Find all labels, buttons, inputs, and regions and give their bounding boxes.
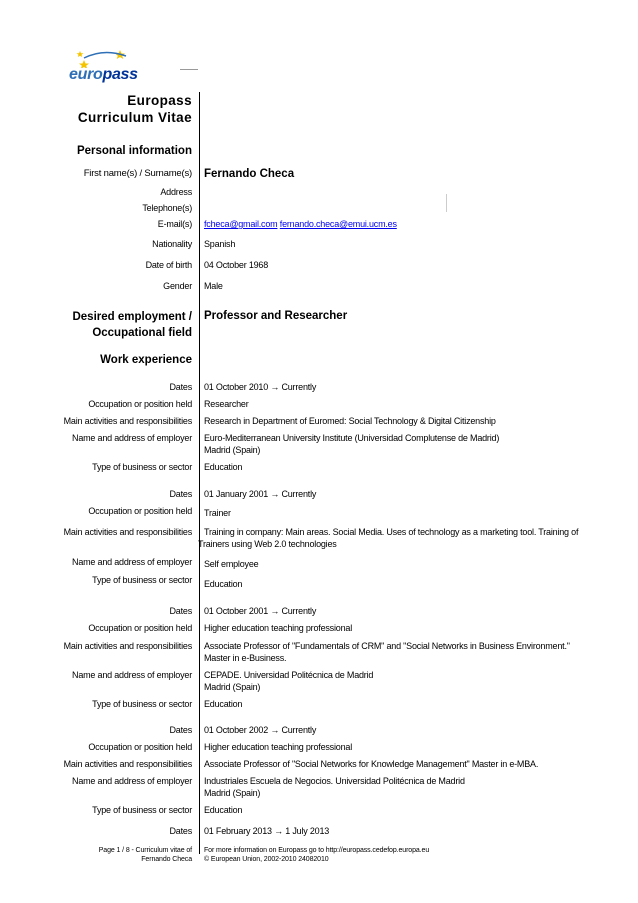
europass-logo — [66, 52, 146, 92]
occupation-label: Occupation or position held — [88, 623, 192, 633]
row-divider — [446, 194, 447, 212]
activities-label: Main activities and responsibilities — [63, 641, 192, 651]
business-label: Type of business or sector — [92, 699, 192, 709]
header-divider — [180, 69, 198, 70]
occupation-value: Higher education teaching professional — [204, 742, 353, 752]
activities-value: Research in Department of Euromed: Social Technology & Digital Citizenship — [204, 416, 496, 426]
telephone-label: Telephone(s) — [142, 203, 192, 213]
employer-label: Name and address of employer — [72, 557, 192, 567]
email-link-1[interactable]: fcheca@gmail.com — [204, 219, 278, 229]
name-label: First name(s) / Surname(s) — [83, 168, 192, 179]
employer-label: Name and address of employer — [72, 433, 192, 443]
business-label: Type of business or sector — [92, 805, 192, 815]
occupation-value: Researcher — [204, 399, 249, 409]
business-value: Education — [204, 462, 243, 472]
occupation-label: Occupation or position held — [88, 742, 192, 752]
email-value — [204, 218, 397, 230]
activities-value-line2: Trainers using Web 2.0 technologies — [198, 539, 337, 549]
activities-value: Associate Professor of "Social Networks for Knowledge Management" Master in e-MBA. — [204, 759, 539, 769]
dates-label: Dates — [169, 606, 192, 616]
section-work-experience: Work experience — [100, 354, 192, 366]
business-value: Education — [204, 805, 243, 815]
nationality-label: Nationality — [152, 239, 192, 249]
employer-label: Name and address of employer — [72, 670, 192, 680]
footer-info: For more information on Europass go to http://europass.cedefop.europa.eu © European Union, 2002-2010 24082010 — [204, 847, 430, 863]
gender-value: Male — [204, 281, 223, 291]
nationality-value: Spanish — [204, 239, 236, 249]
stars-icon — [74, 46, 136, 68]
dates-label: Dates — [169, 382, 192, 392]
employer-label: Name and address of employer — [72, 776, 192, 786]
occupation-value: Trainer — [204, 508, 231, 518]
address-label: Address — [160, 187, 192, 197]
business-value: Education — [204, 579, 243, 589]
activities-value-line1: Training in company: Main areas. Social Media. Uses of technology as a marketing tool. Training of — [204, 527, 579, 537]
dates-label: Dates — [169, 826, 192, 836]
activities-label: Main activities and responsibilities — [63, 527, 192, 537]
dates-label: Dates — [169, 725, 192, 735]
activities-label: Main activities and responsibilities — [63, 416, 192, 426]
desired-employment-label: Desired employment / Occupational field — [72, 311, 192, 339]
email-link-2[interactable]: fernando.checa@emui.ucm.es — [279, 219, 397, 229]
footer-page-info: Page 1 / 8 - Curriculum vitae of Fernando Checa — [98, 847, 192, 863]
employer-value: Industriales Escuela de Negocios. Universidad Politécnica de Madrid Madrid (Spain) — [204, 776, 465, 798]
employer-value: Self employee — [204, 559, 259, 569]
dates-label: Dates — [169, 489, 192, 499]
dob-value: 04 October 1968 — [204, 260, 269, 270]
dates-value: 01 January 2001 → Currently — [204, 489, 317, 499]
occupation-label: Occupation or position held — [88, 399, 192, 409]
occupation-value: Higher education teaching professional — [204, 623, 353, 633]
employer-value: CEPADE. Universidad Politécnica de Madrid Madrid (Spain) — [204, 670, 374, 692]
column-divider — [199, 92, 200, 854]
employer-value: Euro-Mediterranean University Institute (Universidad Complutense de Madrid) Madrid (Spain) — [204, 433, 500, 455]
document-title: Europass Curriculum Vitae — [77, 93, 192, 125]
dates-value: 01 February 2013 → 1 July 2013 — [204, 826, 330, 836]
dob-label: Date of birth — [145, 260, 192, 270]
desired-employment-value: Professor and Researcher — [204, 310, 348, 322]
business-label: Type of business or sector — [92, 462, 192, 472]
email-label: E-mail(s) — [157, 219, 192, 229]
occupation-label: Occupation or position held — [88, 506, 192, 516]
gender-label: Gender — [163, 281, 192, 291]
business-label: Type of business or sector — [92, 575, 192, 585]
business-value: Education — [204, 699, 243, 709]
logo-wordmark: europass — [69, 66, 138, 83]
dates-value: 01 October 2010 → Currently — [204, 382, 317, 392]
dates-value: 01 October 2002 → Currently — [204, 725, 317, 735]
section-personal-information: Personal information — [76, 145, 192, 157]
dates-value: 01 October 2001 → Currently — [204, 606, 317, 616]
activities-label: Main activities and responsibilities — [63, 759, 192, 769]
activities-value: Associate Professor of "Fundamentals of CRM" and "Social Networks in Business Environment." Master in e-Business. — [204, 641, 570, 663]
name-value: Fernando Checa — [204, 168, 295, 180]
